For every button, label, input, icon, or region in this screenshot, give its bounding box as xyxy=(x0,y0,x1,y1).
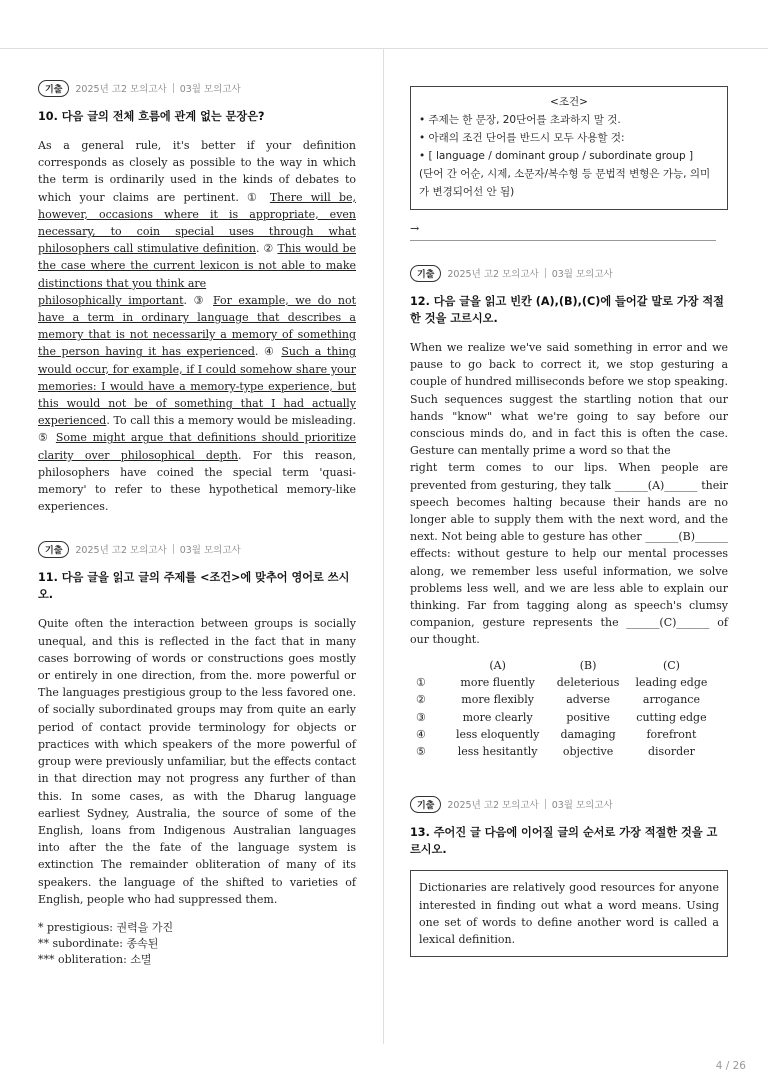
question-12-passage: When we realize we've said something in error and we pause to go back to correct it, we stop gesturing a couple of hundred milliseconds before we stop speaking. Such sequences suggest the startling notion that our hands "know" what we're going to say before our conscious minds do, and in fact this is often the case. Gesture can mentally prime a word so that the right term comes to our lips. When people are prevented from gesturing, they talk ______(A)______ their speech becomes halting because their hands are no longer able to supply them with the next word, and the next. Not being able to gesture has other ______(B)______ effects: without gesture to help our mental processes along, we remember less useful information, we solve problems less well, and we are less able to explain our thinking. Far from tagging along as speech's clumsy companion, gesture represents the ______(C)______ of our thought. xyxy=(410,341,728,647)
question-10-passage: As a general rule, it's better if your definition corresponds as closely as possible to the way in which the term is ordinarily used in the kinds of debates to which your claims are pertinent. ① There will be, however, occasions where it is appropriate, even necessary, to coin special uses through what philosophers call stimulative definition. ② This would be the case where the current lexicon is not able to make distinctions that you think are philosophically important. ③ For example, we do not have a term in ordinary language that describes a memory that is not necessarily a memory of something the person having it has experienced. ④ Such a thing would occur, for example, if I could somehow share your memories: I would have a memory-type experience, but this would not be of something that I had actually experienced. To call this a memory would be misleading. ⑤ Some might argue that definitions should prioritize clarity over philosophical depth. For this reason, philosophers have coined the special term 'quasi-memory' to refer to these hypothetical memory-like experiences. xyxy=(38,139,357,514)
column-divider xyxy=(383,49,384,1044)
condition-item: • [ language / dominant group / subordinate group ] xyxy=(419,150,694,162)
answer-line[interactable] xyxy=(410,222,716,241)
choice-row[interactable] xyxy=(416,709,716,726)
question-source-header xyxy=(38,539,356,559)
choice-row[interactable] xyxy=(416,674,716,691)
choice-number: ④ xyxy=(416,727,426,741)
footnote: *** obliteration: 소멸 xyxy=(38,952,152,966)
choice-a: more fluently xyxy=(460,675,535,689)
choice-number: ⑤ xyxy=(416,745,426,759)
choice-row[interactable] xyxy=(416,743,716,760)
right-column xyxy=(410,86,728,957)
left-column xyxy=(38,78,356,968)
choice-c: cutting edge xyxy=(636,710,707,724)
choice-c: forefront xyxy=(646,727,697,741)
source-badge: 기출 xyxy=(38,541,69,558)
question-source-header xyxy=(410,263,728,283)
exam-text: 03월 모의고사 xyxy=(551,800,613,812)
condition-item: • 아래의 조건 단어를 반드시 모두 사용할 것: xyxy=(419,132,625,144)
question-13-title: 13. 주어진 글 다음에 이어질 글의 순서로 가장 적절한 것을 고르시오. xyxy=(410,826,718,857)
source-badge: 기출 xyxy=(410,265,441,282)
page-number: 4 / 26 xyxy=(715,1060,746,1072)
choice-c: arrogance xyxy=(642,693,700,707)
choice-b: positive xyxy=(566,710,610,724)
footnotes xyxy=(38,920,356,968)
footnote: * prestigious: 권력을 가진 xyxy=(38,920,174,934)
answer-choices-table xyxy=(416,657,716,761)
choice-b: damaging xyxy=(560,727,616,741)
column-header: (A) xyxy=(489,658,506,672)
given-text-box: Dictionaries are relatively good resources for anyone interested in finding out what a word means. Using one set of words to define another word is called a lexical definition. xyxy=(410,870,728,957)
choice-b: objective xyxy=(562,745,614,759)
choice-a: more clearly xyxy=(462,710,533,724)
conditions-box xyxy=(410,86,728,210)
choice-number: ③ xyxy=(416,710,426,724)
choice-a: less eloquently xyxy=(455,727,540,741)
condition-note: (단어 간 어순, 시제, 소문자/복수형 등 문법적 변형은 가능, 의미가 변경되어선 안 됨) xyxy=(419,168,711,198)
source-badge: 기출 xyxy=(38,80,69,97)
choice-number: ① xyxy=(416,675,426,689)
footnote: ** subordinate: 종속된 xyxy=(38,936,159,950)
column-header: (C) xyxy=(662,658,680,672)
question-11-passage: Quite often the interaction between groups is socially unequal, and this is reflected in the fact that in many cases borrowing of words or constructions goes mostly or entirely in one direction, from the. more powerful or The languages prestigious group to the less favored one. of socially subordinated groups may from quite an early period of contact provide terminology for objects or practices with which speakers of the more powerful of group were previously unfamiliar, but the effects contact in that direction may not progress any further of than this. In some cases, as with the Dharug language earliest Sydney, Australia, the source of some of the English, loans from Indigenous Australian languages into after the the fate of the language system is extinction The remainder obliteration of many of its speakers. the language of the shifted to varieties of English, people who had suppressed them. xyxy=(38,617,356,906)
source-text: 2025년 고2 모의고사 xyxy=(447,800,539,812)
choice-a: less hesitantly xyxy=(457,745,538,759)
choice-row[interactable] xyxy=(416,691,716,708)
conditions-title: <조건> xyxy=(550,96,588,108)
choices-header-row xyxy=(416,657,716,674)
top-divider xyxy=(0,48,768,49)
question-11-title: 11. 다음 글을 읽고 글의 주제를 <조건>에 맞추어 영어로 쓰시오. xyxy=(38,571,350,602)
choice-row[interactable] xyxy=(416,726,716,743)
source-text: 2025년 고2 모의고사 xyxy=(75,545,167,557)
choice-c: disorder xyxy=(648,745,695,759)
condition-item: • 주제는 한 문장, 20단어를 초과하지 말 것. xyxy=(419,114,621,126)
source-text: 2025년 고2 모의고사 xyxy=(75,84,167,95)
question-10-title: 10. 다음 글의 전체 흐름에 관계 없는 문장은? xyxy=(38,110,265,123)
question-source-header xyxy=(38,78,356,98)
choice-number: ② xyxy=(416,693,426,707)
question-source-header xyxy=(410,794,728,814)
choice-b: deleterious xyxy=(556,675,620,689)
column-header: (B) xyxy=(579,658,597,672)
choice-a: more flexibly xyxy=(461,693,534,707)
source-text: 2025년 고2 모의고사 xyxy=(447,269,539,280)
arrow-icon: → xyxy=(410,222,420,235)
question-12-title: 12. 다음 글을 읽고 빈칸 (A),(B),(C)에 들어갈 말로 가장 적절한 것을 고르시오. xyxy=(410,295,724,325)
source-badge: 기출 xyxy=(410,796,441,813)
exam-text: 03월 모의고사 xyxy=(179,545,241,557)
exam-text: 03월 모의고사 xyxy=(551,269,613,280)
exam-text: 03월 모의고사 xyxy=(179,84,241,95)
choice-c: leading edge xyxy=(635,675,708,689)
choice-b: adverse xyxy=(566,693,610,707)
